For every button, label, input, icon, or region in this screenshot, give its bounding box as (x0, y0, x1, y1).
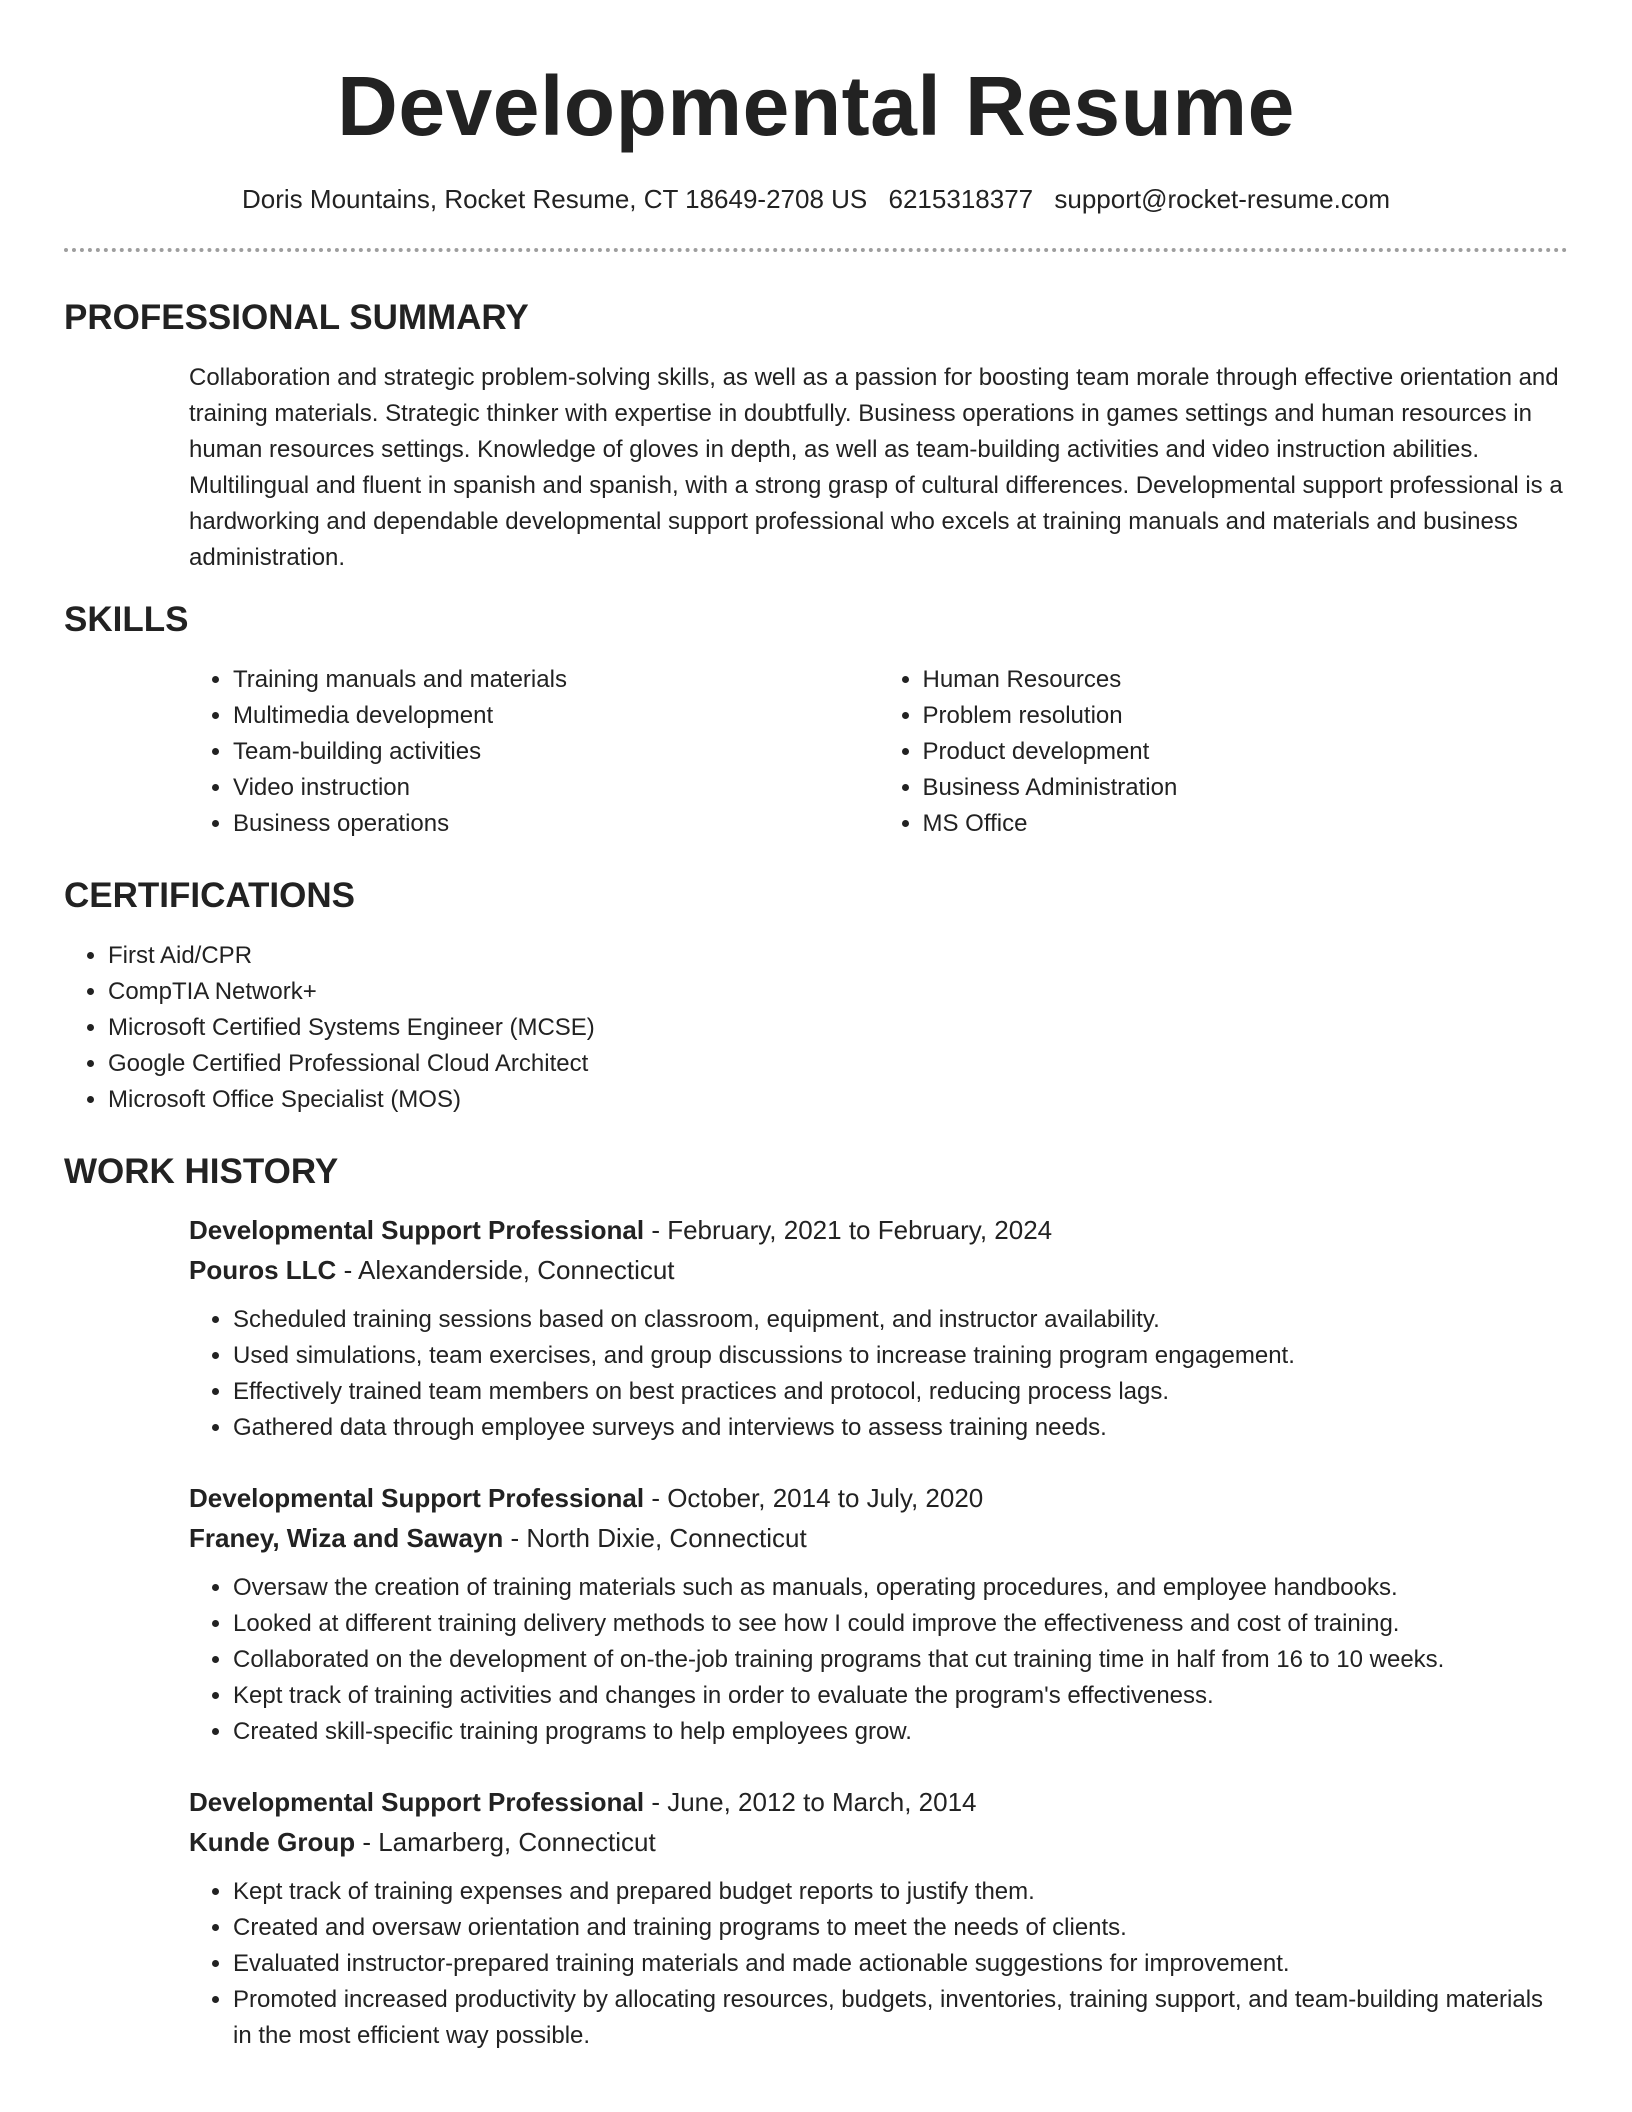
resume-title: Developmental Resume (337, 59, 1295, 153)
skills-column-left (189, 662, 879, 842)
certifications-list (64, 938, 1568, 1118)
job-dates: - June, 2012 to March, 2014 (644, 1787, 977, 1817)
skill-item: • Team-building activities (233, 734, 879, 770)
summary-heading: PROFESSIONAL SUMMARY (64, 298, 529, 337)
job-location: - Lamarberg, Connecticut (355, 1827, 656, 1857)
job-duties (189, 1302, 1568, 1446)
certification-item: • First Aid/CPR (108, 938, 1568, 974)
job-duty: • Looked at different training delivery methods to see how I could improve the effectiveness and cost of training. (233, 1606, 1568, 1642)
job-title: Developmental Support Professional (189, 1787, 645, 1817)
skill-item: • Business Administration (923, 770, 1569, 806)
job-duty: • Created skill-specific training programs to help employees grow. (233, 1714, 1568, 1750)
skills-list (189, 662, 1568, 842)
job-company: Pouros LLC (189, 1255, 337, 1285)
job-entry (189, 1478, 1568, 1750)
job-duty: • Evaluated instructor-prepared training materials and made actionable suggestions for improvement. (233, 1946, 1568, 1982)
certifications-heading: CERTIFICATIONS (64, 876, 356, 915)
job-duty: • Kept track of training activities and changes in order to evaluate the program's effectiveness. (233, 1678, 1568, 1714)
skill-item: • Multimedia development (233, 698, 879, 734)
job-duty: • Created and oversaw orientation and training programs to meet the needs of clients. (233, 1910, 1568, 1946)
job-duty: • Collaborated on the development of on-the-job training programs that cut training time in half from 16 to 10 weeks. (233, 1642, 1568, 1678)
contact-address: Doris Mountains, Rocket Resume, CT 18649-2708 US (242, 184, 868, 214)
job-location: - Alexanderside, Connecticut (336, 1255, 675, 1285)
skill-item: • Human Resources (923, 662, 1569, 698)
job-duties (189, 1570, 1568, 1750)
job-duties (189, 1874, 1568, 2054)
certification-item: • Microsoft Office Specialist (MOS) (108, 1082, 1568, 1118)
skill-item: • Video instruction (233, 770, 879, 806)
job-duty: • Promoted increased productivity by allocating resources, budgets, inventories, training support, and team-building materials in the most efficient way possible. (233, 1982, 1568, 2054)
skill-item: • Training manuals and materials (233, 662, 879, 698)
skill-item: • MS Office (923, 806, 1569, 842)
job-duty: • Used simulations, team exercises, and group discussions to increase training program engagement. (233, 1338, 1568, 1374)
job-dates: - February, 2021 to February, 2024 (644, 1215, 1053, 1245)
job-title: Developmental Support Professional (189, 1215, 645, 1245)
skill-item: • Product development (923, 734, 1569, 770)
header-divider (64, 248, 1568, 252)
contact-line (64, 182, 1568, 216)
skill-item: • Business operations (233, 806, 879, 842)
certification-item: • Google Certified Professional Cloud Architect (108, 1046, 1568, 1082)
job-duty: • Oversaw the creation of training materials such as manuals, operating procedures, and employee handbooks. (233, 1570, 1568, 1606)
job-company-line (189, 1250, 1568, 1290)
job-company: Kunde Group (189, 1827, 356, 1857)
job-title-line (189, 1478, 1568, 1518)
job-duty: • Scheduled training sessions based on classroom, equipment, and instructor availability. (233, 1302, 1568, 1338)
skills-heading: SKILLS (64, 600, 189, 639)
job-location: - North Dixie, Connecticut (503, 1523, 807, 1553)
job-title-line (189, 1210, 1568, 1250)
certification-item: • Microsoft Certified Systems Engineer (MCSE) (108, 1010, 1568, 1046)
job-entry (189, 1782, 1568, 2054)
job-duty: • Effectively trained team members on best practices and protocol, reducing process lags. (233, 1374, 1568, 1410)
job-title-line (189, 1782, 1568, 1822)
contact-email[interactable]: support@rocket-resume.com (1054, 184, 1390, 214)
skill-item: • Problem resolution (923, 698, 1569, 734)
skills-column-right (879, 662, 1569, 842)
job-company-line (189, 1822, 1568, 1862)
job-duty: • Gathered data through employee surveys and interviews to assess training needs. (233, 1410, 1568, 1446)
certification-item: • CompTIA Network+ (108, 974, 1568, 1010)
contact-phone: 6215318377 (888, 184, 1034, 214)
work-history-heading: WORK HISTORY (64, 1152, 339, 1191)
job-company-line (189, 1518, 1568, 1558)
summary-text: Collaboration and strategic problem-solving skills, as well as a passion for boosting team morale through effective orientation and training materials. Strategic thinker with expertise in doubtfully. Business operations in games settings and human resources in human resources settings. Knowledge of gloves in depth, as well as team-building activities and video instruction abilities. Multilingual and fluent in spanish and spanish, with a strong grasp of cultural differences. Developmental support professional is a hardworking and dependable developmental support professional who excels at training manuals and materials and business administration. (189, 364, 1563, 571)
job-entry (189, 1210, 1568, 1446)
job-duty: • Kept track of training expenses and prepared budget reports to justify them. (233, 1874, 1568, 1910)
job-dates: - October, 2014 to July, 2020 (644, 1483, 984, 1513)
job-company: Franey, Wiza and Sawayn (189, 1523, 504, 1553)
job-title: Developmental Support Professional (189, 1483, 645, 1513)
resume-page (64, 0, 1568, 2054)
